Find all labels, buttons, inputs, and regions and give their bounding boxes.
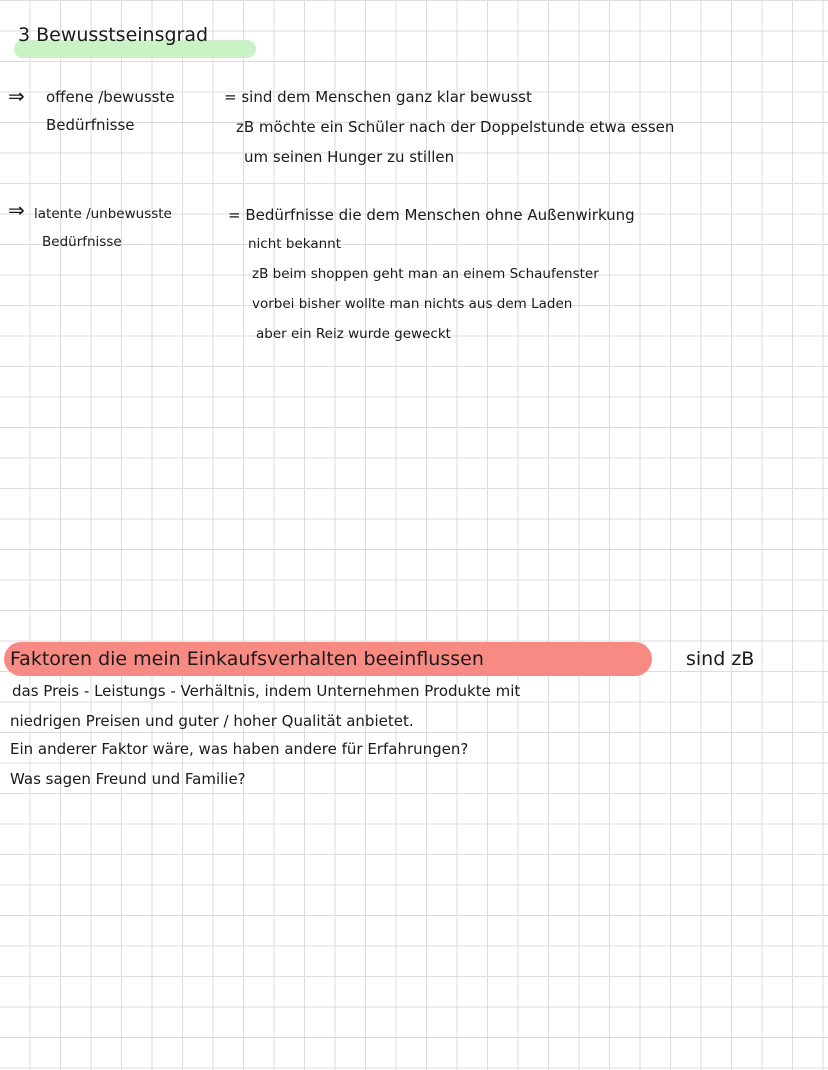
- latent-definition-line4: vorbei bisher wollte man nichts aus dem Laden: [252, 296, 573, 312]
- latent-definition-line2: nicht bekannt: [248, 236, 342, 252]
- arrow-icon: ⇒: [8, 84, 25, 108]
- arrow-icon: ⇒: [8, 198, 25, 222]
- section-heading: 3 Bewusstseinsgrad: [18, 24, 209, 46]
- factors-line3: niedrigen Preisen und guter / hoher Qualität anbietet.: [10, 712, 414, 730]
- open-definition-line2: zB möchte ein Schüler nach der Doppelstunde etwa essen: [236, 118, 675, 136]
- latent-label-line1: latente /unbewusste: [34, 206, 172, 222]
- factors-line5: Was sagen Freund und Familie?: [10, 770, 246, 788]
- open-definition-line1: = sind dem Menschen ganz klar bewusst: [224, 88, 532, 106]
- latent-definition-line5: aber ein Reiz wurde geweckt: [256, 326, 451, 342]
- latent-label-line2: Bedürfnisse: [42, 234, 122, 250]
- latent-definition-line3: zB beim shoppen geht man an einem Schaufenster: [252, 266, 599, 282]
- open-definition-line3: um seinen Hunger zu stillen: [244, 148, 455, 166]
- factors-highlighted-text: Faktoren die mein Einkaufsverhalten beeinflussen: [10, 648, 484, 670]
- open-label-line2: Bedürfnisse: [46, 116, 135, 134]
- factors-line2: das Preis - Leistungs - Verhältnis, indem Unternehmen Produkte mit: [12, 682, 521, 700]
- factors-line1-rest: sind zB: [686, 648, 755, 670]
- factors-line4: Ein anderer Faktor wäre, was haben andere für Erfahrungen?: [10, 740, 469, 758]
- latent-definition-line1: = Bedürfnisse die dem Menschen ohne Außenwirkung: [228, 206, 635, 224]
- open-label-line1: offene /bewusste: [46, 88, 175, 106]
